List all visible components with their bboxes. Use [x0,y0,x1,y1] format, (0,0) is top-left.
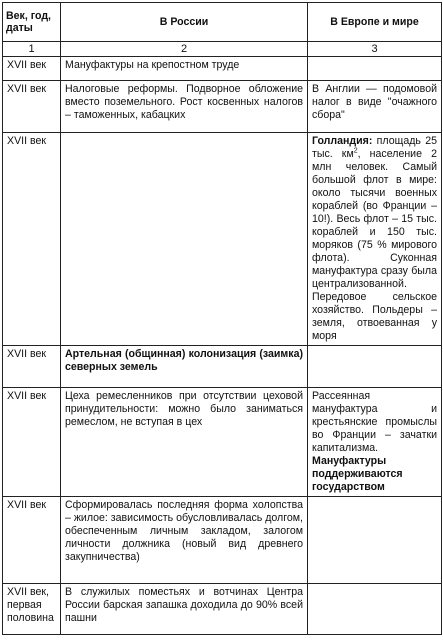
table-row [3,584,442,635]
period-cell: XVII век [3,81,61,133]
column-number-2: 2 [61,42,308,57]
russia-cell: Цеха ремесленников при отсутствии цеховой принудительности: можно было заниматься ремеслом, не вступая в цех [61,388,308,497]
header-europe: В Европе и мире [308,3,442,42]
header-period: Век, год, даты [3,3,61,42]
period-cell: XVII век, первая половина [3,584,61,635]
europe-bold-text: Мануфактуры поддерживаются государством [312,455,403,493]
russia-cell: Артельная (общинная) колонизация (заимка) северных земель [61,346,308,388]
europe-cell [308,388,442,497]
europe-cell [308,584,442,635]
holland-area-superscript: 2 [353,147,358,155]
table-row [3,388,442,497]
header-row [3,3,442,42]
table-row [3,57,442,81]
column-number-3: 3 [308,42,442,57]
russia-cell: Налоговые реформы. Подворное обложение вместо поземельного. Рост косвенных налогов – таможенных, кабацких [61,81,308,133]
history-comparison-table [2,2,442,635]
holland-text: , население 2 млн человек. Самый большой флот в мире: около тысячи военных кораблей (во Франции – 10!). Весь флот – 15 тыс. кораблей и 150 тыс. моряков (75 % мирового флота). Суконная мануфактура сразу была централизованной. Передовое сельское хозяйство. Польдеры – земля, отвоеванная у моря [312,148,437,342]
russia-cell: Мануфактуры на крепостном труде [61,57,308,81]
europe-text: Рассеянная мануфактура и крестьянские промыслы во Франции – зачатки капитализма. [312,390,437,454]
table-row [3,346,442,388]
holland-label: Голландия: [312,135,373,147]
europe-cell [308,346,442,388]
period-cell: XVII век [3,346,61,388]
period-cell: XVII век [3,57,61,81]
holland-area-text: площадь 25 тыс. км [312,135,437,160]
period-cell: XVII век [3,497,61,584]
period-cell: XVII век [3,388,61,497]
header-russia: В России [61,3,308,42]
period-cell: XVII век [3,133,61,346]
table-row [3,133,442,346]
table-row [3,81,442,133]
russia-cell: Сформировалась последняя форма холопства – жилое: зависимость обусловливалась долгом, обеспеченным личным закладом, залогом личности должника (новый вид древнего закупничества) [61,497,308,584]
table-row [3,497,442,584]
europe-cell [308,497,442,584]
russia-cell [61,133,308,346]
column-number-row [3,42,442,57]
russia-cell: В служилых поместьях и вотчинах Центра России барская запашка доходила до 90% всей пашни [61,584,308,635]
europe-cell [308,57,442,81]
column-number-1: 1 [3,42,61,57]
europe-cell [308,133,442,346]
europe-cell: В Англии — подомовой налог в виде "очажного сбора" [308,81,442,133]
